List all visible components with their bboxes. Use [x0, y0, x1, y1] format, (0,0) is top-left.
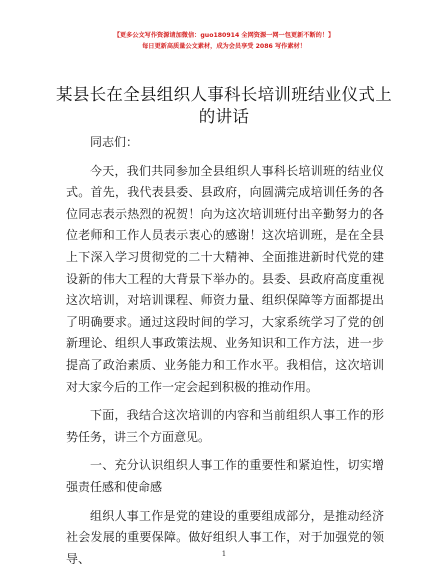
document-title: 某县长在全县组织人事科长培训班结业仪式上的讲话	[56, 85, 392, 126]
paragraph-opening: 今天，我们共同参加全县组织人事科长培训班的结业仪式。首先，我代表县委、县政府，向圆满完成培训任务的各位同志表示热烈的祝贺！向为这次培训班付出辛勤努力的各位老师和工作人员表示衷心的感谢！这次培训班，是在全县上下深入学习贯彻党的二十大精神、全面推进新时代党的建设新的伟大工程的大背景下举办的。县委、县政府高度重视这次培训，对培训课程、师资力量、组织保障等方面都提出了明确要求。通过这段时间的学习，大家系统学习了党的创新理论、组织人事政策法规、业务知识和工作方法，进一步提高了政治素质、业务能力和工作水平。我相信，这次培训对大家今后的工作一定会起到积极的推动作用。	[66, 163, 384, 394]
salutation: 同志们：	[90, 135, 139, 149]
paragraph-intro-points: 下面，我结合这次培训的内容和当前组织人事工作的形势任务，讲三个方面意见。	[66, 408, 384, 444]
page-number: 1	[221, 550, 227, 558]
promo-banner-line-1: 【更多公文写作资源请加微信：guo180914 全网资源一网一包更新不断的！】	[113, 32, 335, 39]
paragraph-section-one: 组织人事工作是党的建设的重要组成部分，是推动经济社会发展的重要保障。做好组织人事工作，对于加强党的领导、	[66, 508, 384, 566]
section-heading-one: 一、充分认识组织人事工作的重要性和紧迫性，切实增强责任感和使命感	[66, 458, 384, 494]
document-body	[66, 132, 384, 570]
promo-banner	[0, 30, 448, 52]
promo-banner-line-2: 每日更新高质量公文素材，成为会员享受 2086 写作素材！	[142, 43, 306, 50]
